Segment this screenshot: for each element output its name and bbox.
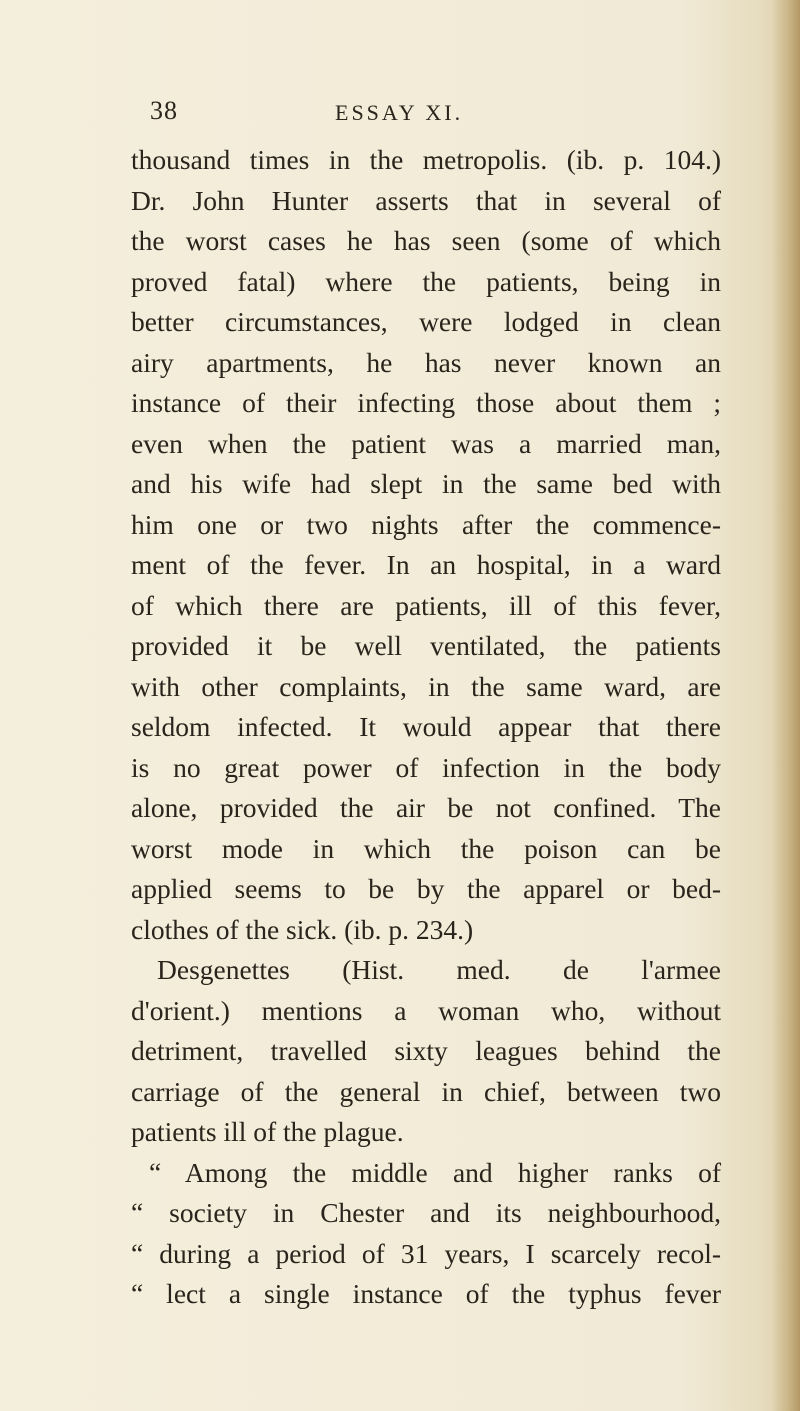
text-line: carriage of the general in chief, between two (131, 1075, 721, 1107)
text-line: worst mode in which the poison can be (131, 832, 721, 864)
text-line: applied seems to be by the apparel or bed- (131, 873, 721, 904)
text-line: thousand times in the metropolis. (ib. p. 104.) (131, 144, 721, 175)
text-line: proved fatal) where the patients, being in (131, 265, 721, 297)
text-line: clothes of the sick. (ib. p. 234.) (131, 913, 474, 945)
text-line: him one or two nights after the commence- (131, 508, 721, 540)
text-line: d'orient.) mentions a woman who, without (131, 994, 721, 1026)
text-line: seldom infected. It would appear that there (131, 711, 721, 742)
page-header (0, 96, 800, 136)
text-line: detriment, travelled sixty leagues behind the (131, 1035, 721, 1066)
page-number: 38 (150, 96, 178, 125)
text-line: provided it be well ventilated, the patients (131, 630, 721, 661)
text-line: Desgenettes (Hist. med. de l'armee (157, 954, 721, 985)
text-line: the worst cases he has seen (some of which (131, 225, 721, 256)
page-edge-shadow (772, 0, 800, 1411)
text-line: alone, provided the air be not confined. The (131, 792, 721, 823)
text-line: “ during a period of 31 years, I scarcely recol- (131, 1237, 721, 1269)
text-line: airy apartments, he has never known an (131, 346, 721, 378)
text-line: is no great power of infection in the body (131, 751, 721, 783)
text-line: even when the patient was a married man, (131, 427, 721, 459)
text-line: “ society in Chester and its neighbourhood, (131, 1197, 721, 1228)
text-line: ment of the fever. In an hospital, in a ward (131, 549, 721, 580)
text-line: with other complaints, in the same ward, are (131, 670, 721, 702)
running-head: ESSAY XI. (335, 100, 464, 125)
text-line: patients ill of the plague. (131, 1116, 404, 1147)
text-line: better circumstances, were lodged in clean (131, 306, 721, 337)
text-line: and his wife had slept in the same bed with (131, 468, 721, 499)
text-line: “ lect a single instance of the typhus fever (131, 1278, 721, 1309)
text-line: Dr. John Hunter asserts that in several of (131, 184, 721, 216)
body-text (131, 140, 721, 1315)
text-line: of which there are patients, ill of this fever, (131, 589, 721, 621)
text-line: instance of their infecting those about them ; (131, 387, 721, 418)
text-line: “ Among the middle and higher ranks of (149, 1156, 721, 1188)
